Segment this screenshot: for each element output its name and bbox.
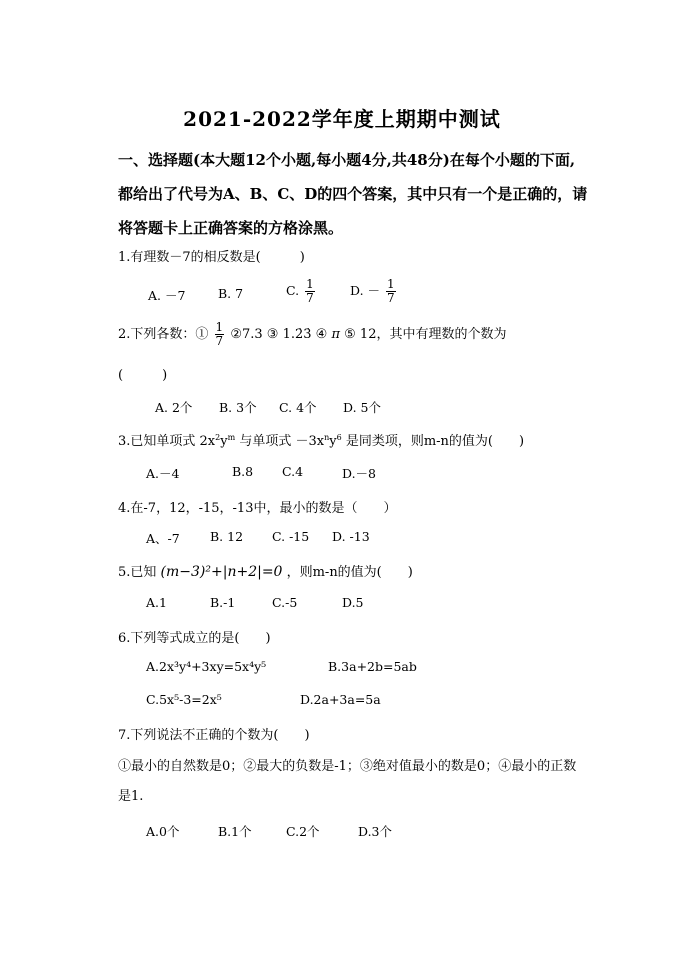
question-2-stem: [118, 321, 506, 348]
q2-stem-mid: ②7.3 ③ 1.2̇3̇ ④: [230, 327, 328, 342]
q1-option-d-fraction: $\frac{1}{7}$: [387, 277, 395, 305]
question-6-options-row1: [146, 659, 446, 679]
q7-option-a: A.0个: [146, 824, 180, 839]
question-3-options: [146, 464, 446, 484]
q3-stem-pre: 3.已知单项式 2x: [118, 434, 216, 449]
q1-option-b: B. 7: [218, 286, 244, 301]
q2-stem-post: ⑤ 12，其中有理数的个数为: [344, 327, 507, 342]
q5-stem-pre: 5.已知: [118, 565, 157, 580]
q5-option-b: B.-1: [210, 595, 236, 610]
question-1-options: [148, 277, 448, 310]
q4-option-b: B. 12: [210, 529, 244, 544]
q4-option-c: C. -15: [272, 529, 310, 544]
q1-option-d: [350, 278, 398, 305]
question-7-stem: 7.下列说法不正确的个数为( ): [118, 728, 310, 743]
q1-option-a: A. －7: [148, 288, 186, 303]
q7-option-c: C.2个: [286, 824, 320, 839]
q7-option-b: B.1个: [218, 824, 252, 839]
q1-option-d-label: D. －: [350, 283, 381, 298]
question-1-stem: 1.有理数－7的相反数是( ): [118, 250, 305, 265]
question-4-stem: 4.在-7，12，-15，-13中，最小的数是（ ）: [118, 501, 397, 516]
q3-option-c: C.4: [282, 464, 304, 479]
question-6-stem: 6.下列等式成立的是( ): [118, 631, 271, 646]
q6-option-b: B.3a+2b=5ab: [328, 659, 417, 674]
q6-option-d: D.2a+3a=5a: [300, 692, 381, 707]
q5-option-a: A.1: [146, 595, 167, 610]
q6-option-a: A.2x³y⁴+3xy=5x⁴y⁵: [146, 659, 267, 674]
question-2-options: [155, 398, 455, 418]
question-3-stem: 3.已知单项式 $2x^2y^m$ 与单项式 $-3x^ny^6$ 是同类项，则m-n的值为( ): [118, 433, 525, 449]
q5-option-d: D.5: [342, 595, 364, 610]
q5-expression: (m−3)²+|n+2|=0: [160, 564, 283, 580]
question-2-paren: ( ): [118, 368, 168, 383]
q5-option-c: C.-5: [272, 595, 298, 610]
q2-fraction: $\frac{1}{7}$: [215, 320, 224, 348]
question-7-statements: ①最小的自然数是0；②最大的负数是-1；③绝对值最小的数是0；④最小的正数是1.: [118, 759, 577, 804]
section-instructions: 一、选择题(本大题12个小题,每小题4分,共48分)在每个小题的下面,都给出了代号为A、B、C、D的四个答案，其中只有一个是正确的，请将答题卡上正确答案的方格涂黑。: [118, 151, 588, 237]
question-5-stem: [118, 561, 413, 580]
q2-option-a: A. 2个: [155, 400, 193, 415]
q2-stem-pre: 2.下列各数：①: [118, 327, 209, 342]
q3-option-b: B.8: [232, 464, 254, 479]
q7-option-d: D.3个: [358, 824, 393, 839]
q2-option-b: B. 3个: [219, 400, 257, 415]
q2-pi: π: [331, 327, 340, 342]
q3-option-a: A.－4: [146, 466, 180, 481]
page-title: 2021-2022学年度上期期中测试: [183, 107, 501, 131]
q1-option-c-label: C.: [286, 283, 300, 298]
q2-option-c: C. 4个: [279, 400, 317, 415]
q1-option-c: [286, 278, 317, 305]
q3-stem-mid: 与单项式 －3x: [239, 434, 325, 449]
q4-option-d: D. -13: [332, 529, 370, 544]
question-4-options: [146, 529, 446, 549]
q3-stem-post: 是同类项，则m-n的值为( ): [345, 434, 525, 449]
q5-stem-post: ，则m-n的值为( ): [286, 565, 413, 580]
question-5-options: [146, 595, 446, 615]
q3-option-d: D.－8: [342, 466, 377, 481]
q2-option-d: D. 5个: [343, 400, 381, 415]
q4-option-a: A、-7: [146, 531, 180, 546]
q6-option-c: C.5x⁵-3=2x⁵: [146, 692, 222, 707]
question-6-options-row2: [146, 692, 446, 712]
q1-option-c-fraction: $\frac{1}{7}$: [306, 277, 314, 305]
question-7-options: [146, 822, 446, 842]
